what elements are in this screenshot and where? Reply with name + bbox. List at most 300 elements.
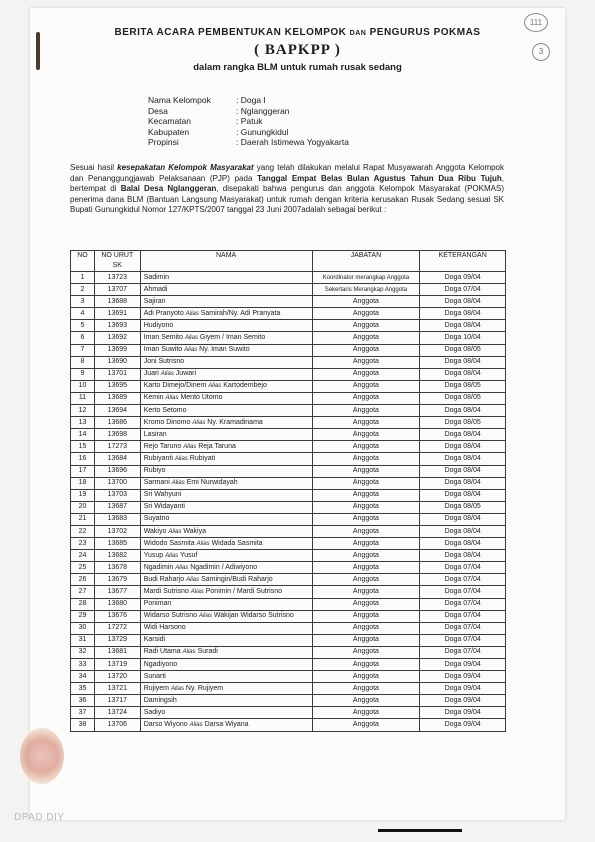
cell-no: 11 xyxy=(71,392,95,404)
member-name: Wakiyo xyxy=(143,527,167,535)
cell-no: 16 xyxy=(71,453,95,465)
cell-keterangan: Doga 09/04 xyxy=(420,659,506,671)
paragraph-text: , disepakati bahwa pengurus dan anggota Kelompok Masyarakat (POKMAS) penerima dana BLM (Bantuan Langsung Masyarakat) untuk rumah dengan kriteria kerusakan Rusak Sedang sesuai SK Bupati Gunungkidul Nomor 127/KPTS/2007 tanggal 23 Juni 2007adalah sebagai berikut : xyxy=(70,184,504,214)
cell-no: 12 xyxy=(71,405,95,417)
member-name: Rubiyo xyxy=(143,467,166,475)
cell-no: 10 xyxy=(71,380,95,392)
cell-no-urut: 13689 xyxy=(94,392,140,404)
member-name: Karsidi xyxy=(143,636,166,644)
document-title xyxy=(0,27,595,38)
member-name: Iman Semito xyxy=(143,334,183,342)
col-header-keterangan: KETERANGAN xyxy=(420,251,506,272)
annotation-text: 111 xyxy=(529,18,543,27)
cell-nama xyxy=(140,659,312,671)
cell-no: 2 xyxy=(71,284,95,296)
cell-nama xyxy=(140,550,312,562)
cell-no: 8 xyxy=(71,356,95,368)
cell-keterangan: Doga 08/04 xyxy=(420,441,506,453)
table-row xyxy=(71,380,506,392)
cell-no-urut: 17272 xyxy=(94,622,140,634)
cell-keterangan: Doga 07/04 xyxy=(420,622,506,634)
cell-keterangan: Doga 08/04 xyxy=(420,465,506,477)
cell-no: 7 xyxy=(71,344,95,356)
member-alias-name: Samingin/Budi Raharjo xyxy=(201,575,273,583)
cell-nama xyxy=(140,284,312,296)
cell-nama xyxy=(140,671,312,683)
table-row xyxy=(71,284,506,296)
col-header-no-urut: NO URUT SK xyxy=(94,251,140,272)
cell-no: 13 xyxy=(71,417,95,429)
cell-keterangan: Doga 08/05 xyxy=(420,501,506,513)
table-row xyxy=(71,429,506,441)
cell-no: 25 xyxy=(71,562,95,574)
cell-no-urut: 13683 xyxy=(94,513,140,525)
paragraph-text: yang telah dilakukan melalui Rapat Musyawarah Anggota Kelompok dan Penanggungjawab Pelaksanaan (PJP) pada xyxy=(70,163,505,183)
cell-no: 32 xyxy=(71,646,95,658)
cell-no: 23 xyxy=(71,538,95,550)
table-row xyxy=(71,465,506,477)
cell-no: 19 xyxy=(71,489,95,501)
table-row xyxy=(71,489,506,501)
alias-marker: Alias xyxy=(185,310,199,317)
cell-no-urut: 13693 xyxy=(94,320,140,332)
document-subtitle: dalam rangka BLM untuk rumah rusak sedang xyxy=(193,62,402,73)
cell-no: 17 xyxy=(71,465,95,477)
member-alias-name: Wakiya xyxy=(183,527,207,535)
info-label: Propinsi xyxy=(148,137,179,147)
table-row xyxy=(71,634,506,646)
paragraph-text: , bertempat di xyxy=(70,173,504,193)
cell-no-urut: 13682 xyxy=(94,550,140,562)
cell-keterangan: Doga 07/04 xyxy=(420,562,506,574)
info-value: : Daerah Istimewa Yogyakarta xyxy=(236,137,349,147)
cell-no: 3 xyxy=(71,296,95,308)
cell-keterangan: Doga 08/05 xyxy=(420,417,506,429)
cell-nama xyxy=(140,320,312,332)
table-row xyxy=(71,671,506,683)
cell-nama xyxy=(140,683,312,695)
member-name: Sarmani xyxy=(143,479,170,487)
cell-jabatan: Anggota xyxy=(312,719,420,731)
table-row xyxy=(71,610,506,622)
cell-jabatan: Anggota xyxy=(312,538,420,550)
cell-jabatan: Anggota xyxy=(312,308,420,320)
member-alias-name: Ngadimin / Adiwiyono xyxy=(190,563,258,571)
cell-keterangan: Doga 07/04 xyxy=(420,574,506,586)
cell-nama xyxy=(140,489,312,501)
cell-no: 26 xyxy=(71,574,95,586)
title-part: DAN xyxy=(349,30,367,37)
cell-no: 14 xyxy=(71,429,95,441)
cell-jabatan: Anggota xyxy=(312,296,420,308)
table-header-row xyxy=(71,251,506,272)
title-part: BERITA ACARA PEMBENTUKAN KELOMPOK xyxy=(114,27,347,38)
cell-no: 22 xyxy=(71,525,95,537)
cell-keterangan: Doga 08/04 xyxy=(420,453,506,465)
cell-no-urut: 13686 xyxy=(94,417,140,429)
alias-marker: Alias xyxy=(192,419,206,426)
member-name: Widodo Sasmita xyxy=(143,539,195,547)
cell-no: 6 xyxy=(71,332,95,344)
member-alias-name: Darsa Wiyana xyxy=(204,721,249,729)
cell-no-urut: 13700 xyxy=(94,477,140,489)
cell-nama xyxy=(140,646,312,658)
cell-nama xyxy=(140,417,312,429)
cell-jabatan: Anggota xyxy=(312,646,420,658)
cell-no-urut: 13691 xyxy=(94,308,140,320)
table-row xyxy=(71,477,506,489)
table-row xyxy=(71,683,506,695)
title-part: PENGURUS POKMAS xyxy=(369,27,481,38)
member-name: Ahmadi xyxy=(143,285,168,293)
alias-marker: Alias xyxy=(165,395,179,402)
cell-jabatan: Anggota xyxy=(312,513,420,525)
table-row xyxy=(71,695,506,707)
info-value: : Nglanggeran xyxy=(236,105,290,116)
cell-no-urut: 13681 xyxy=(94,646,140,658)
cell-no-urut: 13695 xyxy=(94,380,140,392)
cell-nama xyxy=(140,392,312,404)
cell-no-urut: 13698 xyxy=(94,429,140,441)
table-row xyxy=(71,332,506,344)
alias-marker: Alias xyxy=(186,576,200,583)
col-header-nama: NAMA xyxy=(140,251,312,272)
col-header-jabatan: JABATAN xyxy=(312,251,420,272)
cell-nama xyxy=(140,368,312,380)
cell-jabatan: Anggota xyxy=(312,429,420,441)
paragraph-emphasis: Tanggal Empat Belas Bulan Agustus Tahun Dua Ribu Tujuh xyxy=(257,173,502,183)
member-name: Rejo Taruno xyxy=(143,442,182,450)
cell-jabatan: Anggota xyxy=(312,659,420,671)
member-name: Damingsih xyxy=(143,696,177,704)
cell-nama xyxy=(140,332,312,344)
cell-nama xyxy=(140,695,312,707)
member-table xyxy=(70,250,506,732)
cell-jabatan: Anggota xyxy=(312,610,420,622)
cell-keterangan: Doga 07/04 xyxy=(420,634,506,646)
cell-keterangan: Doga 07/04 xyxy=(420,284,506,296)
cell-keterangan: Doga 09/04 xyxy=(420,683,506,695)
cell-no-urut: 13680 xyxy=(94,598,140,610)
cell-no-urut: 13687 xyxy=(94,501,140,513)
member-alias-name: Ny. Kramadinama xyxy=(207,418,263,426)
cell-nama xyxy=(140,622,312,634)
cell-nama xyxy=(140,513,312,525)
cell-no: 9 xyxy=(71,368,95,380)
cell-keterangan: Doga 08/05 xyxy=(420,344,506,356)
alias-marker: Alias xyxy=(160,371,174,378)
member-alias-name: Samirah/Ny. Adi Pranyata xyxy=(200,309,281,317)
cell-no: 21 xyxy=(71,513,95,525)
member-alias-name: Emi Nurwidayah xyxy=(186,479,238,487)
cell-no: 37 xyxy=(71,707,95,719)
alias-marker: Alias xyxy=(182,649,196,656)
cell-no-urut: 13699 xyxy=(94,344,140,356)
member-alias-name: Mento Utomo xyxy=(180,394,223,402)
alias-marker: Alias xyxy=(189,722,203,729)
cell-no-urut: 13719 xyxy=(94,659,140,671)
cell-no: 35 xyxy=(71,683,95,695)
cell-no: 28 xyxy=(71,598,95,610)
alias-marker: Alias xyxy=(168,528,182,535)
cell-nama xyxy=(140,272,312,284)
cell-no-urut: 13679 xyxy=(94,574,140,586)
member-name: Mardi Sutrisno xyxy=(143,587,189,595)
cell-no: 29 xyxy=(71,610,95,622)
annotation-text: 3 xyxy=(538,47,544,56)
cell-no: 20 xyxy=(71,501,95,513)
member-name: Adi Pranyoto xyxy=(143,309,184,317)
member-name: Rubiyanti xyxy=(143,454,173,462)
cell-keterangan: Doga 08/04 xyxy=(420,356,506,368)
cell-no-urut: 13685 xyxy=(94,538,140,550)
cell-jabatan: Anggota xyxy=(312,707,420,719)
member-alias-name: Reja Taruna xyxy=(198,442,236,450)
member-name: Sunarti xyxy=(143,672,166,680)
table-row xyxy=(71,453,506,465)
cell-no-urut: 13677 xyxy=(94,586,140,598)
table-row xyxy=(71,320,506,332)
cell-no-urut: 13692 xyxy=(94,332,140,344)
member-name: Darso Wiyono xyxy=(143,721,188,729)
cell-nama xyxy=(140,598,312,610)
cell-no-urut: 13703 xyxy=(94,489,140,501)
table-row xyxy=(71,368,506,380)
cell-keterangan: Doga 08/04 xyxy=(420,368,506,380)
cell-no: 27 xyxy=(71,586,95,598)
table-row xyxy=(71,562,506,574)
member-name: Kromo Dinomo xyxy=(143,418,191,426)
alias-marker: Alias xyxy=(196,540,210,547)
cell-jabatan: Anggota xyxy=(312,380,420,392)
member-alias-name: Suradi xyxy=(197,648,218,656)
cell-no: 1 xyxy=(71,272,95,284)
cell-no-urut: 13721 xyxy=(94,683,140,695)
member-name: Juari xyxy=(143,370,159,378)
cell-keterangan: Doga 08/04 xyxy=(420,513,506,525)
info-row xyxy=(148,116,349,127)
cell-nama xyxy=(140,586,312,598)
cell-no: 18 xyxy=(71,477,95,489)
cell-no-urut: 17273 xyxy=(94,441,140,453)
cell-jabatan: Anggota xyxy=(312,574,420,586)
cell-jabatan: Anggota xyxy=(312,332,420,344)
member-name: Yusup xyxy=(143,551,164,559)
info-row xyxy=(148,106,349,117)
cell-jabatan: Anggota xyxy=(312,489,420,501)
table-row xyxy=(71,586,506,598)
alias-marker: Alias xyxy=(184,335,198,342)
cell-jabatan: Anggota xyxy=(312,598,420,610)
cell-nama xyxy=(140,610,312,622)
cell-keterangan: Doga 10/04 xyxy=(420,332,506,344)
cell-keterangan: Doga 08/04 xyxy=(420,550,506,562)
member-name: Sajiran xyxy=(143,297,166,305)
cell-jabatan: Koordinator merangkap Anggota xyxy=(312,272,420,284)
cell-jabatan: Anggota xyxy=(312,441,420,453)
intro-paragraph xyxy=(70,163,504,216)
cell-no: 33 xyxy=(71,659,95,671)
paragraph-text: Sesuai hasil xyxy=(70,163,118,172)
table-row xyxy=(71,441,506,453)
cell-jabatan: Anggota xyxy=(312,356,420,368)
member-alias-name: Kartodembejo xyxy=(223,382,267,390)
cell-nama xyxy=(140,356,312,368)
member-name: Sadiyo xyxy=(143,708,166,716)
cell-keterangan: Doga 07/04 xyxy=(420,586,506,598)
cell-no: 24 xyxy=(71,550,95,562)
member-alias-name: Juwari xyxy=(175,370,197,378)
cell-nama xyxy=(140,308,312,320)
table-row xyxy=(71,598,506,610)
table-row xyxy=(71,272,506,284)
cell-nama xyxy=(140,707,312,719)
member-alias-name: Widada Sasmita xyxy=(211,539,263,547)
cell-keterangan: Doga 08/04 xyxy=(420,308,506,320)
cell-jabatan: Anggota xyxy=(312,477,420,489)
cell-keterangan: Doga 09/04 xyxy=(420,719,506,731)
cell-no-urut: 13688 xyxy=(94,296,140,308)
table-row xyxy=(71,344,506,356)
cell-jabatan: Anggota xyxy=(312,562,420,574)
member-name: Poniman xyxy=(143,600,172,608)
cell-jabatan: Anggota xyxy=(312,405,420,417)
cell-no-urut: 13701 xyxy=(94,368,140,380)
cell-no: 30 xyxy=(71,622,95,634)
member-name: Suyatno xyxy=(143,515,170,523)
table-row xyxy=(71,296,506,308)
cell-jabatan: Anggota xyxy=(312,417,420,429)
table-row xyxy=(71,513,506,525)
cell-no: 38 xyxy=(71,719,95,731)
cell-jabatan: Anggota xyxy=(312,622,420,634)
cell-nama xyxy=(140,465,312,477)
alias-marker: Alias xyxy=(198,613,212,620)
info-row xyxy=(148,95,349,106)
cell-nama xyxy=(140,538,312,550)
table-row xyxy=(71,622,506,634)
member-alias-name: Giyem / Iman Semito xyxy=(199,334,266,342)
cell-no-urut: 13684 xyxy=(94,453,140,465)
member-alias-name: Wakijan Widarso Sutrisno xyxy=(213,612,294,620)
cell-jabatan: Sekertaris Merangkap Anggota xyxy=(312,284,420,296)
alias-marker: Alias xyxy=(184,347,198,354)
cell-no: 34 xyxy=(71,671,95,683)
cell-keterangan: Doga 08/04 xyxy=(420,525,506,537)
table-row xyxy=(71,550,506,562)
cell-jabatan: Anggota xyxy=(312,344,420,356)
member-name: Sri Wahyuni xyxy=(143,491,182,499)
cell-no: 5 xyxy=(71,320,95,332)
cell-no-urut: 13723 xyxy=(94,272,140,284)
alias-marker: Alias xyxy=(190,588,204,595)
member-name: Ngadiyono xyxy=(143,660,178,668)
cell-no-urut: 13678 xyxy=(94,562,140,574)
cell-nama xyxy=(140,429,312,441)
cell-jabatan: Anggota xyxy=(312,671,420,683)
member-name: Lasiran xyxy=(143,430,167,438)
cell-keterangan: Doga 08/04 xyxy=(420,296,506,308)
member-name: Joni Sutrisno xyxy=(143,358,185,366)
cell-nama xyxy=(140,719,312,731)
cell-nama xyxy=(140,296,312,308)
cell-no: 4 xyxy=(71,308,95,320)
table-row xyxy=(71,646,506,658)
table-row xyxy=(71,659,506,671)
cell-no-urut: 13676 xyxy=(94,610,140,622)
cell-jabatan: Anggota xyxy=(312,501,420,513)
paragraph-emphasis: kesepakatan Kelompok Masyarakat xyxy=(117,163,254,172)
table-row xyxy=(71,356,506,368)
cell-keterangan: Doga 07/04 xyxy=(420,610,506,622)
cell-keterangan: Doga 08/04 xyxy=(420,405,506,417)
document-acronym: ( BAPKPP ) xyxy=(254,42,341,58)
cell-keterangan: Doga 08/04 xyxy=(420,429,506,441)
cell-jabatan: Anggota xyxy=(312,586,420,598)
cell-nama xyxy=(140,380,312,392)
table-row xyxy=(71,538,506,550)
table-row xyxy=(71,417,506,429)
archive-watermark: DPAD DIY xyxy=(14,812,65,823)
cell-no-urut: 13729 xyxy=(94,634,140,646)
member-alias-name: Yusuf xyxy=(179,551,198,559)
member-name: Iman Suwito xyxy=(143,346,183,354)
cell-jabatan: Anggota xyxy=(312,550,420,562)
member-name: Ngadimin xyxy=(143,563,174,571)
cell-no-urut: 13717 xyxy=(94,695,140,707)
member-name: Karto Dimejo/Dinem xyxy=(143,382,207,390)
cell-nama xyxy=(140,477,312,489)
alias-marker: Alias xyxy=(171,480,185,487)
info-value: : Gunungkidul xyxy=(236,126,289,137)
member-name: Radi Utama xyxy=(143,648,181,656)
table-row xyxy=(71,707,506,719)
cell-no-urut: 13720 xyxy=(94,671,140,683)
member-alias-name: Ponimin / Mardi Sutrisno xyxy=(205,587,283,595)
member-name: Hudiyono xyxy=(143,321,174,329)
alias-marker: Alias xyxy=(208,383,222,390)
member-name: Sadimin xyxy=(143,273,169,281)
cell-nama xyxy=(140,525,312,537)
cell-nama xyxy=(140,574,312,586)
cell-nama xyxy=(140,501,312,513)
cell-nama xyxy=(140,405,312,417)
table-row xyxy=(71,501,506,513)
cell-jabatan: Anggota xyxy=(312,695,420,707)
alias-marker: Alias xyxy=(170,685,184,692)
cell-no: 15 xyxy=(71,441,95,453)
cell-keterangan: Doga 07/04 xyxy=(420,646,506,658)
member-alias-name: Rubiyati xyxy=(189,454,216,462)
info-label: Kecamatan xyxy=(148,116,191,126)
member-alias-name: Ny. Iman Suwito xyxy=(199,346,250,354)
member-name: Kemin xyxy=(143,394,164,402)
table-row xyxy=(71,308,506,320)
info-value: : Patuk xyxy=(236,116,263,126)
alias-marker: Alias xyxy=(165,552,179,559)
cell-jabatan: Anggota xyxy=(312,465,420,477)
cell-keterangan: Doga 08/04 xyxy=(420,477,506,489)
table-row xyxy=(71,574,506,586)
info-label: Kabupaten xyxy=(148,126,190,137)
cell-nama xyxy=(140,562,312,574)
scan-edge-mark xyxy=(378,829,462,832)
cell-keterangan: Doga 08/05 xyxy=(420,392,506,404)
member-name: Budi Raharjo xyxy=(143,575,185,583)
cell-keterangan: Doga 09/04 xyxy=(420,707,506,719)
member-alias-name: Ny. Rujiyem xyxy=(185,684,224,692)
cell-jabatan: Anggota xyxy=(312,368,420,380)
